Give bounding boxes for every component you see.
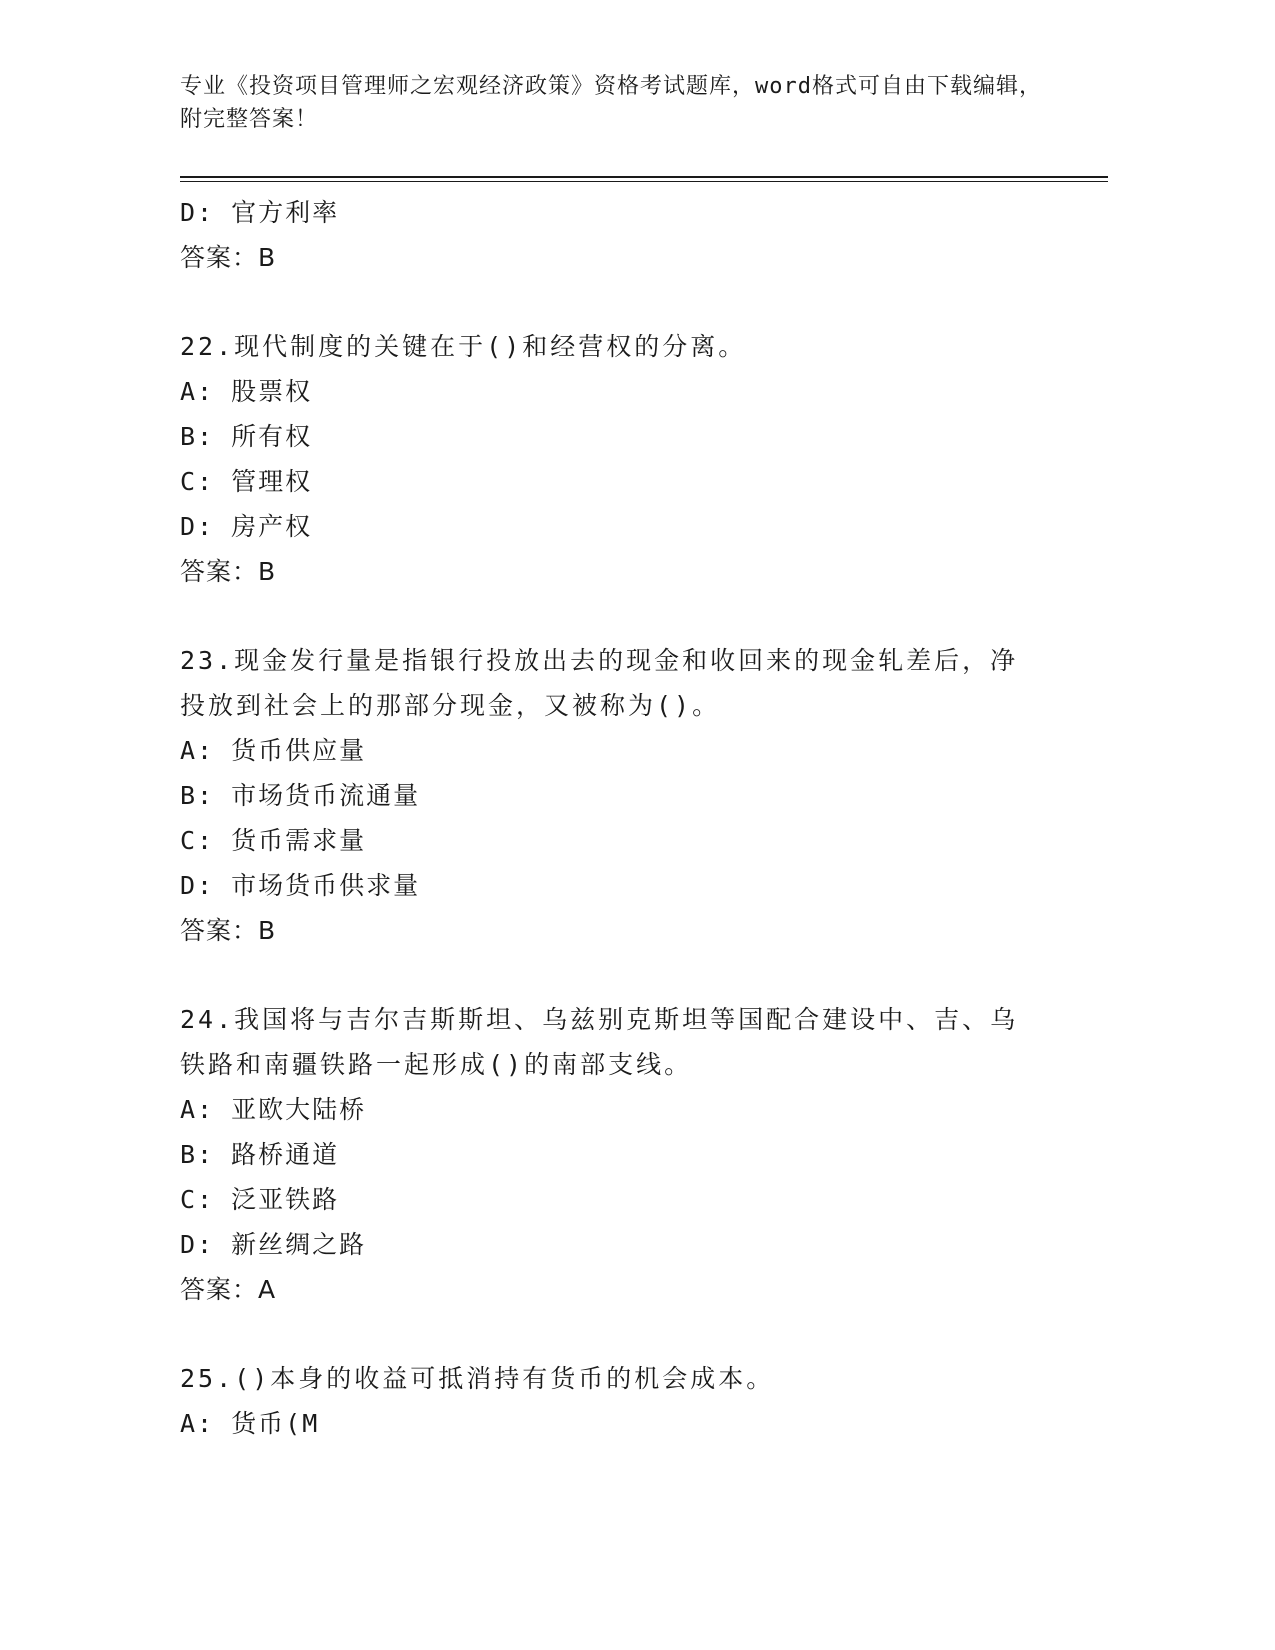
answer-line: 答案：B	[180, 916, 277, 945]
answer-line: 答案：B	[180, 243, 277, 272]
option-c: C: 泛亚铁路	[180, 1185, 340, 1214]
document-header: 专业《投资项目管理师之宏观经济政策》资格考试题库，word格式可自由下载编辑，附完整答案！	[180, 74, 1042, 132]
option-a: A: 股票权	[180, 377, 313, 406]
option-b: B: 市场货币流通量	[180, 781, 421, 810]
option-b: B: 路桥通道	[180, 1140, 340, 1169]
option-d: D: 市场货币供求量	[180, 871, 421, 900]
question-23	[180, 638, 1060, 953]
question-stem: 24.我国将与吉尔吉斯斯坦、乌兹别克斯坦等国配合建设中、吉、乌铁路和南疆铁路一起形成()的南部支线。	[180, 1005, 1019, 1079]
question-stem: 25.()本身的收益可抵消持有货币的机会成本。	[180, 1364, 775, 1393]
question-24	[180, 997, 1060, 1312]
question-stem: 22.现代制度的关键在于()和经营权的分离。	[180, 332, 747, 361]
answer-line: 答案：A	[180, 1275, 277, 1304]
option-c: C: 货币需求量	[180, 826, 367, 855]
header-divider-thin	[180, 181, 1108, 182]
option-c: C: 管理权	[180, 467, 313, 496]
question-stem: 23.现金发行量是指银行投放出去的现金和收回来的现金轧差后，净投放到社会上的那部分现金，又被称为()。	[180, 646, 1019, 720]
option-b: B: 所有权	[180, 422, 313, 451]
header-divider-thick	[180, 176, 1108, 178]
option-a: A: 货币供应量	[180, 736, 367, 765]
option-a: A: 亚欧大陆桥	[180, 1095, 367, 1124]
answer-line: 答案：B	[180, 557, 277, 586]
question-21-tail	[180, 190, 1060, 280]
option-d: D: 官方利率	[180, 198, 340, 227]
option-a: A: 货币(M	[180, 1409, 320, 1438]
question-25	[180, 1356, 1060, 1446]
question-22	[180, 324, 1060, 594]
question-list	[180, 190, 1060, 1446]
option-d: D: 新丝绸之路	[180, 1230, 367, 1259]
option-d: D: 房产权	[180, 512, 313, 541]
